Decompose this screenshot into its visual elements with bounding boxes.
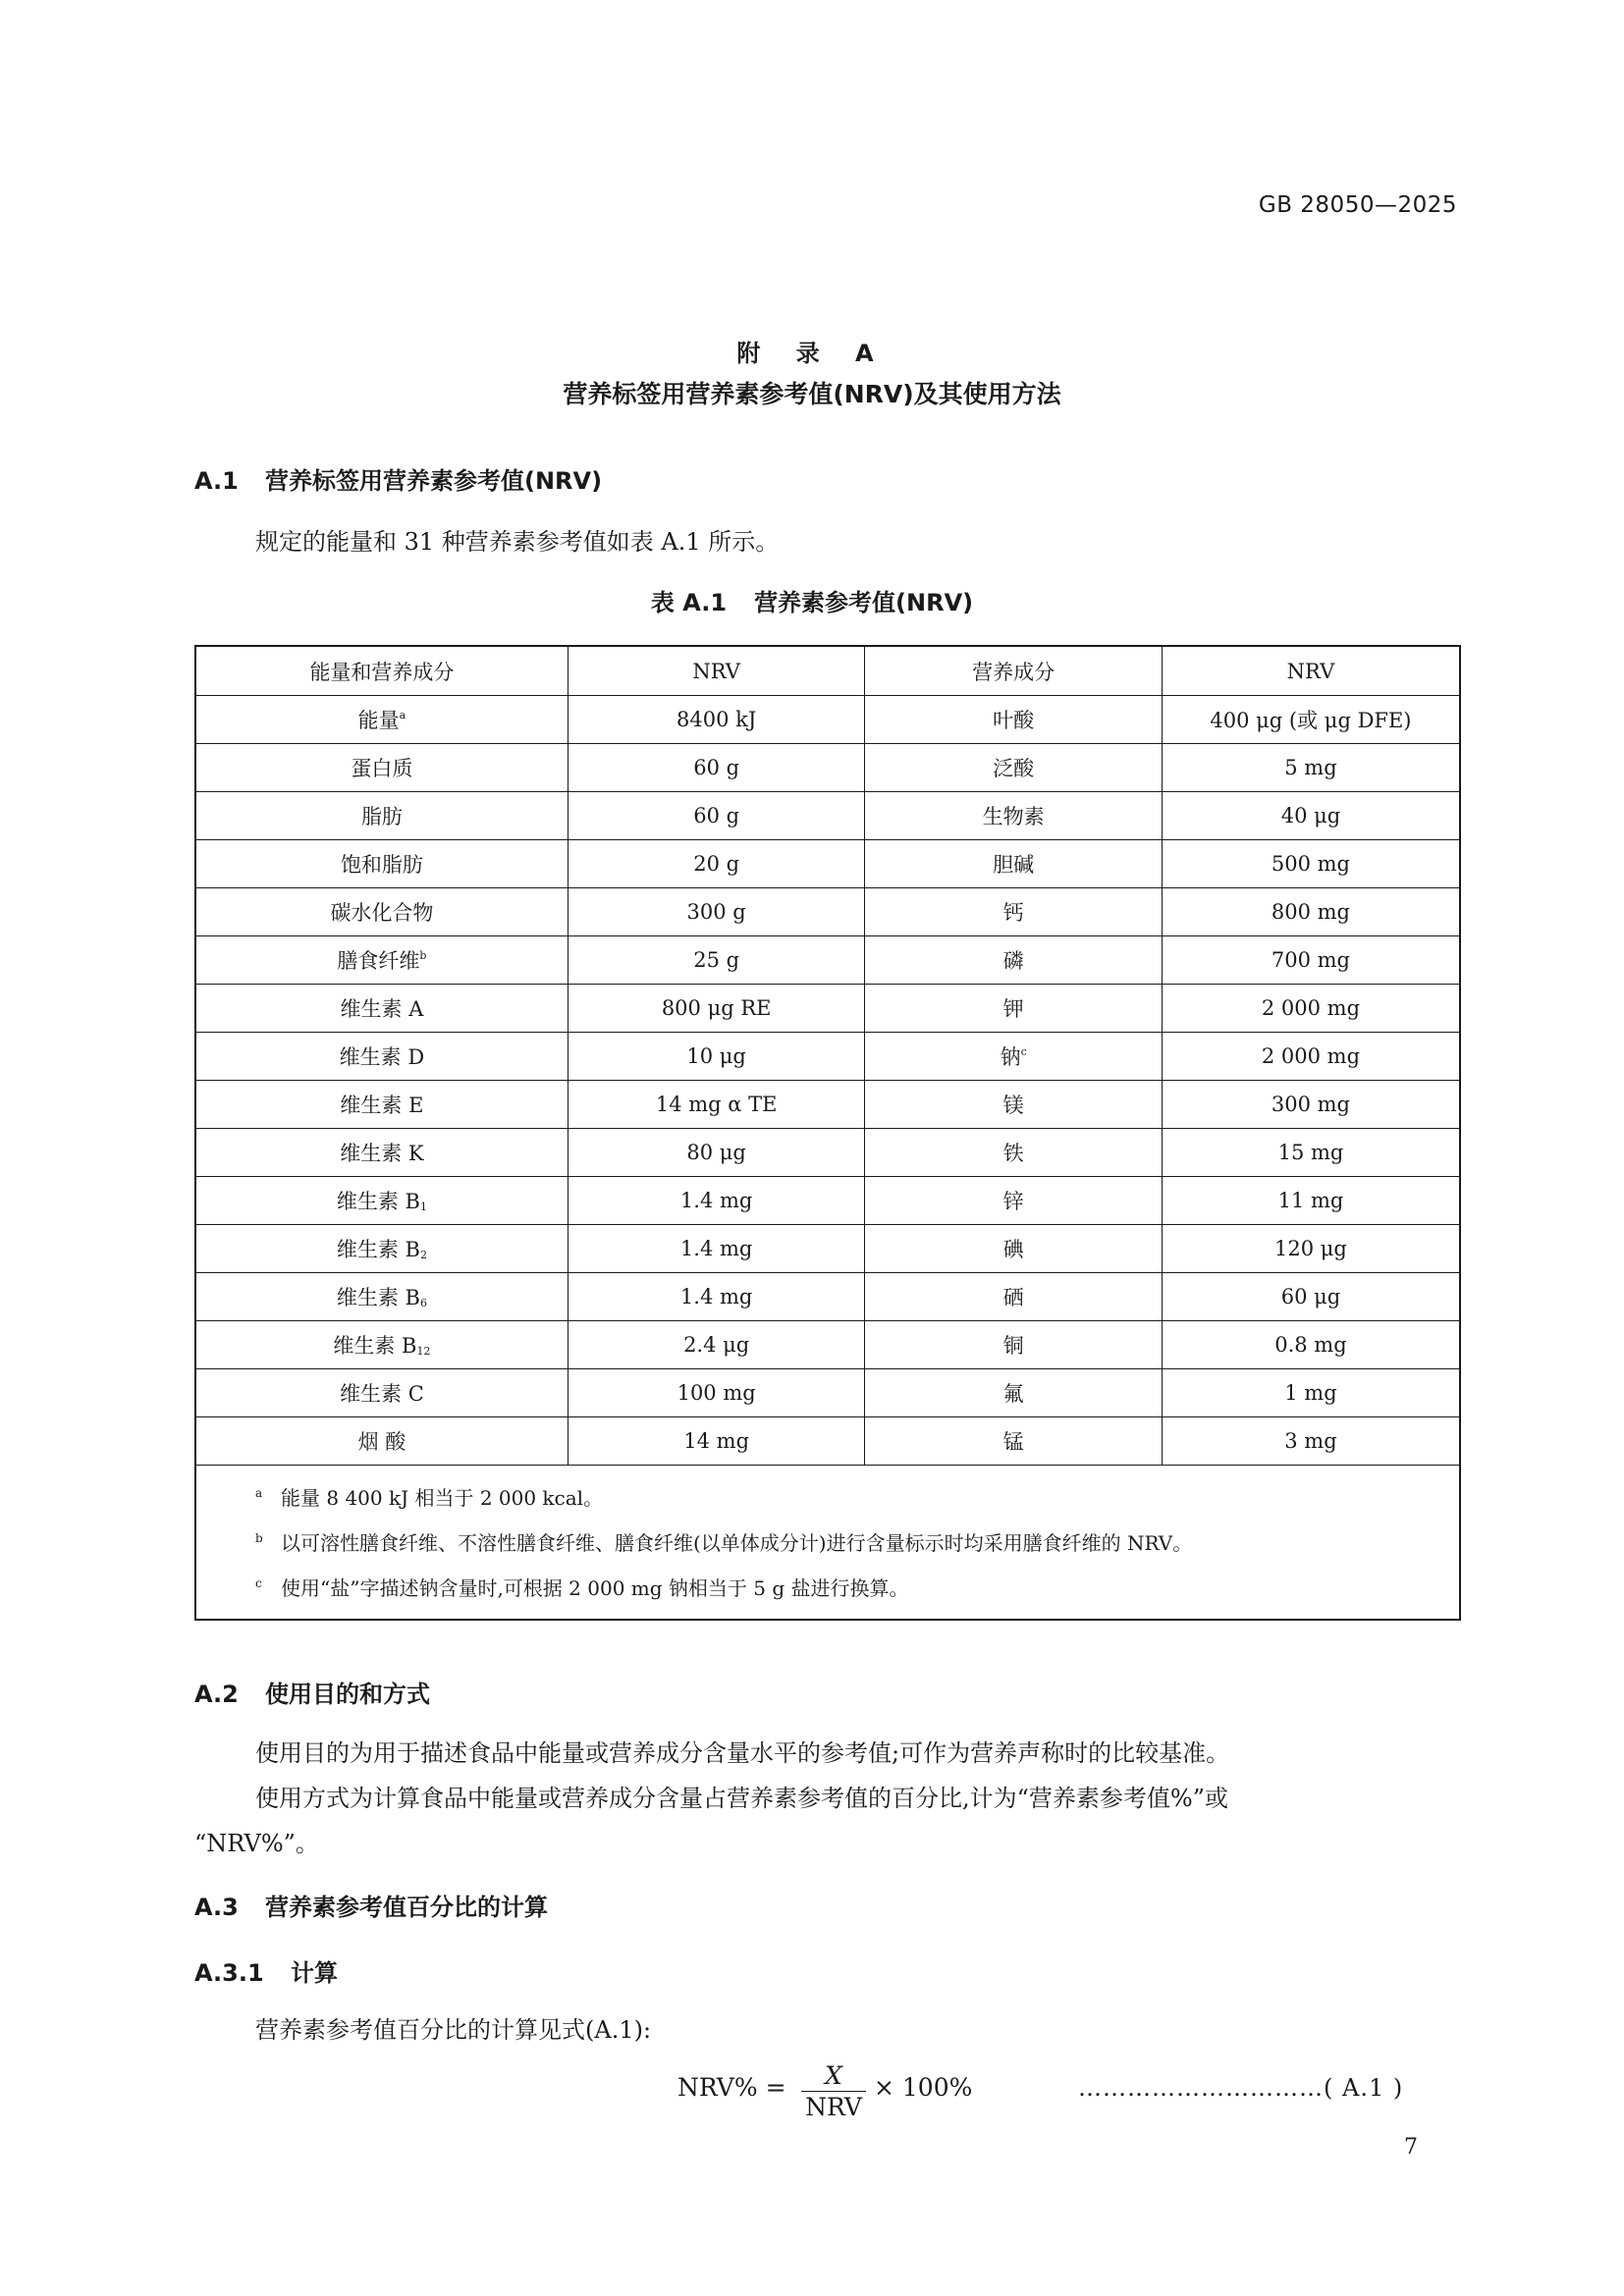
footnote xyxy=(255,1564,1459,1609)
nrv-value-cell: 25 g xyxy=(568,936,865,985)
nrv-value-cell: 14 mg xyxy=(568,1417,865,1466)
nutrient-name: 脂肪 xyxy=(360,805,403,828)
nutrient-cell xyxy=(195,1321,568,1369)
nutrient-name: 磷 xyxy=(1002,949,1024,973)
nutrient-cell xyxy=(865,1081,1163,1129)
nutrient-subscript: 1 xyxy=(419,1201,427,1213)
nrv-value-cell: 100 mg xyxy=(568,1369,865,1417)
footnote-ref: a xyxy=(399,709,406,721)
nutrient-cell xyxy=(195,1129,568,1177)
section-number: A.2 xyxy=(194,1681,239,1708)
nutrient-name: 维生素 D xyxy=(339,1045,425,1069)
nrv-value-cell: 800 μg RE xyxy=(568,985,865,1033)
nutrient-name: 胆碱 xyxy=(993,853,1035,877)
nutrient-subscript: 12 xyxy=(416,1345,431,1358)
nutrient-name: 膳食纤维 xyxy=(337,949,420,973)
nutrient-cell xyxy=(195,888,568,936)
table-row xyxy=(195,744,1460,792)
nrv-value-cell: 1.4 mg xyxy=(568,1177,865,1225)
nutrient-name: 锰 xyxy=(1002,1430,1024,1454)
table-header-cell: 能量和营养成分 xyxy=(195,646,568,696)
section-a2-heading xyxy=(194,1675,430,1709)
table-row xyxy=(195,1177,1460,1225)
nutrient-cell xyxy=(195,936,568,985)
nutrient-name: 饱和脂肪 xyxy=(340,853,423,877)
footnote-ref: b xyxy=(419,949,427,962)
table-row xyxy=(195,1321,1460,1369)
nutrient-name: 铁 xyxy=(1002,1142,1024,1165)
nutrient-cell xyxy=(195,1033,568,1081)
nutrient-cell xyxy=(865,1225,1163,1273)
formula-numerator: X xyxy=(825,2061,842,2090)
page-number: 7 xyxy=(1404,2135,1418,2160)
table-row xyxy=(195,1225,1460,1273)
footnote-mark: a xyxy=(255,1486,263,1500)
nutrient-name: 维生素 C xyxy=(340,1382,424,1406)
section-number: A.3.1 xyxy=(194,1959,264,1987)
nutrient-cell xyxy=(195,1417,568,1466)
footnote-mark: b xyxy=(255,1531,263,1545)
footnote-text: 能量 8 400 kJ 相当于 2 000 kcal。 xyxy=(281,1486,604,1510)
nutrient-name: 钠 xyxy=(1000,1045,1021,1069)
nrv-value-cell: 15 mg xyxy=(1162,1129,1460,1177)
nutrient-name: 维生素 A xyxy=(340,997,424,1021)
nutrient-name: 烟 酸 xyxy=(357,1430,406,1454)
table-header-cell: NRV xyxy=(1162,646,1460,696)
nrv-value-cell: 40 μg xyxy=(1162,792,1460,840)
section-title: 使用目的和方式 xyxy=(265,1681,430,1708)
annex-title: 营养标签用营养素参考值(NRV)及其使用方法 xyxy=(563,380,1061,408)
section-number: A.3 xyxy=(194,1894,239,1921)
nutrient-cell xyxy=(865,888,1163,936)
nutrient-name: 锌 xyxy=(1002,1190,1024,1213)
section-a3-heading xyxy=(194,1888,548,1922)
nutrient-cell xyxy=(865,744,1163,792)
formula-lhs: NRV% = xyxy=(677,2073,786,2102)
nutrient-name: 硒 xyxy=(1002,1286,1024,1309)
nutrient-cell xyxy=(195,792,568,840)
nutrient-name: 钾 xyxy=(1002,997,1024,1021)
nrv-value-cell: 60 g xyxy=(568,792,865,840)
footnote xyxy=(255,1519,1459,1564)
formula-denominator: NRV xyxy=(805,2093,862,2121)
table-row xyxy=(195,936,1460,985)
nutrient-cell xyxy=(865,1033,1163,1081)
nutrient-name: 叶酸 xyxy=(993,709,1035,732)
table-row xyxy=(195,1417,1460,1466)
nutrient-name: 维生素 E xyxy=(340,1094,424,1117)
nutrient-name: 碘 xyxy=(1002,1238,1024,1261)
nutrient-cell xyxy=(865,696,1163,744)
equation-number: …………………………( A.1 ) xyxy=(1078,2074,1404,2102)
nrv-value-cell: 10 μg xyxy=(568,1033,865,1081)
nrv-value-cell: 2 000 mg xyxy=(1162,985,1460,1033)
table-row xyxy=(195,696,1460,744)
table-row xyxy=(195,1081,1460,1129)
section-a2-paragraph-1: 使用目的为用于描述食品中能量或营养成分含量水平的参考值;可作为营养声称时的比较基准。 xyxy=(255,1739,1230,1767)
section-a31-text: 营养素参考值百分比的计算见式(A.1): xyxy=(255,2016,652,2044)
nutrient-name: 生物素 xyxy=(982,805,1045,828)
nrv-value-cell: 120 μg xyxy=(1162,1225,1460,1273)
nutrient-cell xyxy=(865,936,1163,985)
nutrient-cell xyxy=(195,744,568,792)
table-row xyxy=(195,985,1460,1033)
table-footnotes xyxy=(195,1466,1460,1621)
table-row xyxy=(195,840,1460,888)
nutrient-cell xyxy=(865,1369,1163,1417)
table-header-cell: NRV xyxy=(568,646,865,696)
table-row xyxy=(195,1033,1460,1081)
nutrient-cell xyxy=(865,1321,1163,1369)
table-number: 表 A.1 xyxy=(650,589,728,616)
nutrient-subscript: 6 xyxy=(419,1297,427,1309)
nutrient-cell xyxy=(865,840,1163,888)
table-row xyxy=(195,1129,1460,1177)
nutrient-cell xyxy=(195,1177,568,1225)
nutrient-cell xyxy=(195,1369,568,1417)
nutrient-name: 维生素 B xyxy=(333,1334,417,1358)
nrv-value-cell: 14 mg α TE xyxy=(568,1081,865,1129)
nutrient-name: 碳水化合物 xyxy=(330,901,434,925)
nrv-value-cell: 5 mg xyxy=(1162,744,1460,792)
nrv-value-cell: 1.4 mg xyxy=(568,1225,865,1273)
nutrient-name: 维生素 B xyxy=(336,1238,420,1261)
table-row xyxy=(195,1273,1460,1321)
nutrient-name: 氟 xyxy=(1002,1382,1024,1406)
table-row xyxy=(195,1369,1460,1417)
nutrient-cell xyxy=(195,1081,568,1129)
nrv-value-cell: 60 μg xyxy=(1162,1273,1460,1321)
footnote-ref: c xyxy=(1020,1045,1027,1058)
footnote-text: 以可溶性膳食纤维、不溶性膳食纤维、膳食纤维(以单体成分计)进行含量标示时均采用膳食纤维的 NRV。 xyxy=(281,1531,1193,1555)
nutrient-cell xyxy=(195,840,568,888)
nutrient-name: 镁 xyxy=(1002,1094,1024,1117)
nutrient-cell xyxy=(865,792,1163,840)
nrv-value-cell: 3 mg xyxy=(1162,1417,1460,1466)
nutrient-name: 维生素 K xyxy=(340,1142,424,1165)
table-row xyxy=(195,792,1460,840)
section-a2-paragraph-2: 使用方式为计算食品中能量或营养成分含量占营养素参考值的百分比,计为“营养素参考值%”或 xyxy=(255,1785,1228,1812)
nrv-value-cell: 20 g xyxy=(568,840,865,888)
nutrient-cell xyxy=(865,1273,1163,1321)
nrv-value-cell: 80 μg xyxy=(568,1129,865,1177)
nrv-value-cell: 8400 kJ xyxy=(568,696,865,744)
section-title: 计算 xyxy=(291,1959,338,1987)
nrv-value-cell: 400 μg (或 μg DFE) xyxy=(1162,696,1460,744)
nrv-value-cell: 60 g xyxy=(568,744,865,792)
section-title: 营养素参考值百分比的计算 xyxy=(265,1894,548,1921)
formula-rhs: × 100% xyxy=(874,2073,973,2102)
section-a1-heading xyxy=(194,461,602,496)
section-a1-text: 规定的能量和 31 种营养素参考值如表 A.1 所示。 xyxy=(255,528,780,556)
nutrient-cell xyxy=(195,985,568,1033)
nrv-value-cell: 300 g xyxy=(568,888,865,936)
nutrient-cell xyxy=(195,1225,568,1273)
nutrient-cell xyxy=(195,696,568,744)
nrv-value-cell: 700 mg xyxy=(1162,936,1460,985)
standard-code: GB 28050—2025 xyxy=(1258,192,1457,218)
section-a31-heading xyxy=(194,1953,338,1988)
section-number: A.1 xyxy=(194,467,239,495)
formula-fraction xyxy=(801,2061,866,2121)
table-footnote-row xyxy=(195,1466,1460,1621)
nutrient-cell xyxy=(195,1273,568,1321)
nrv-value-cell: 800 mg xyxy=(1162,888,1460,936)
nrv-value-cell: 0.8 mg xyxy=(1162,1321,1460,1369)
section-a2-paragraph-2-cont: “NRV%”。 xyxy=(194,1830,319,1857)
nutrient-cell xyxy=(865,1417,1163,1466)
nutrient-cell xyxy=(865,1129,1163,1177)
nrv-value-cell: 1.4 mg xyxy=(568,1273,865,1321)
section-title: 营养标签用营养素参考值(NRV) xyxy=(265,467,603,495)
table-row xyxy=(195,888,1460,936)
nrv-value-cell: 500 mg xyxy=(1162,840,1460,888)
nutrient-name: 维生素 B xyxy=(336,1286,420,1309)
footnote-mark: c xyxy=(255,1576,262,1590)
nutrient-name: 维生素 B xyxy=(336,1190,420,1213)
nutrient-name: 铜 xyxy=(1002,1334,1024,1358)
nrv-value-cell: 2 000 mg xyxy=(1162,1033,1460,1081)
table-caption xyxy=(0,583,1624,617)
nutrient-subscript: 2 xyxy=(419,1249,427,1261)
nrv-value-cell: 2.4 μg xyxy=(568,1321,865,1369)
footnote-text: 使用“盐”字描述钠含量时,可根据 2 000 mg 钠相当于 5 g 盐进行换算。 xyxy=(281,1576,909,1600)
table-header-row xyxy=(195,646,1460,696)
nutrient-cell xyxy=(865,985,1163,1033)
nutrient-name: 蛋白质 xyxy=(351,757,413,780)
nutrient-name: 能量 xyxy=(357,709,400,732)
nutrient-name: 钙 xyxy=(1002,901,1024,925)
annex-label: 附 录 A xyxy=(736,340,888,367)
nutrient-name: 泛酸 xyxy=(993,757,1035,780)
nrv-table xyxy=(194,645,1461,1621)
footnote xyxy=(255,1473,1459,1519)
nrv-value-cell: 300 mg xyxy=(1162,1081,1460,1129)
table-title: 营养素参考值(NRV) xyxy=(754,589,974,616)
nutrient-cell xyxy=(865,1177,1163,1225)
table-header-cell: 营养成分 xyxy=(865,646,1163,696)
nrv-value-cell: 11 mg xyxy=(1162,1177,1460,1225)
nrv-value-cell: 1 mg xyxy=(1162,1369,1460,1417)
